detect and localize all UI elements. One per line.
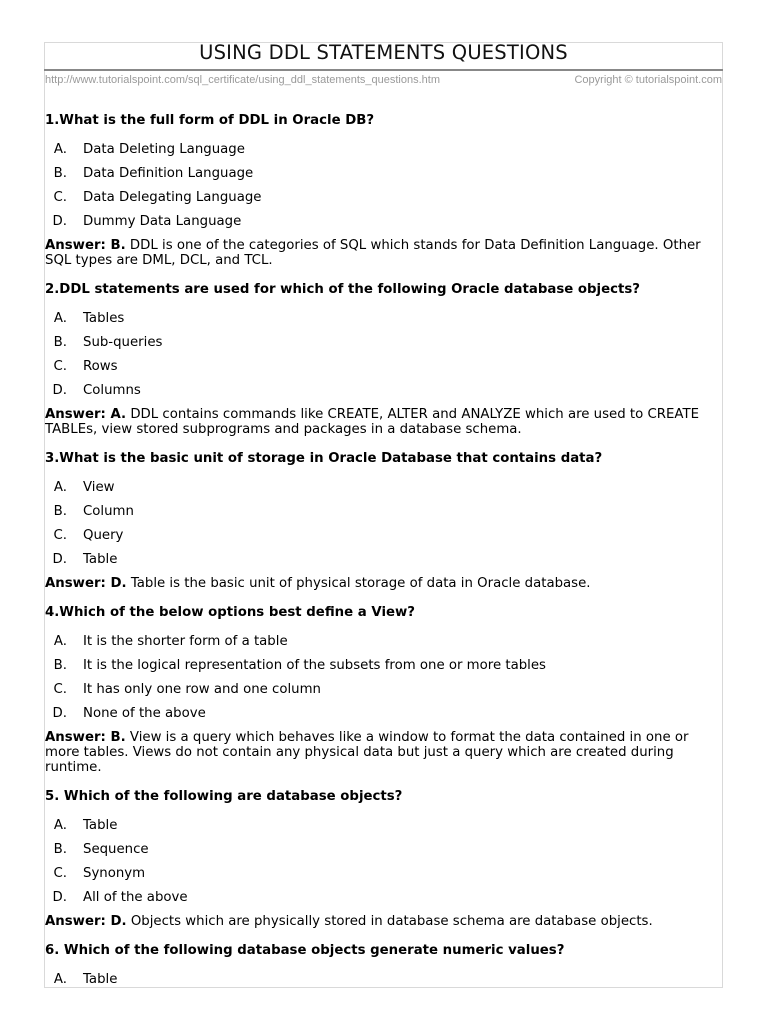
- option-item: [45, 971, 719, 988]
- option-text: Data Definition Language: [83, 166, 254, 181]
- option-text: Sub-queries: [83, 335, 163, 350]
- answer-text: Objects which are physically stored in database schema are database objects.: [130, 914, 653, 929]
- question-text: 6. Which of the following database objects generate numeric values?: [45, 943, 565, 958]
- option-item: [45, 189, 719, 206]
- answer-label: Answer: B.: [45, 730, 126, 745]
- option-text: Synonym: [83, 866, 146, 881]
- option-letter: C.: [53, 528, 67, 543]
- option-text: Dummy Data Language: [83, 214, 242, 229]
- answer-text: DDL contains commands like CREATE, ALTER and ANALYZE which are used to CREATE TABLEs, view stored subprograms and packages in a database schema.: [45, 407, 699, 437]
- option-letter: C.: [53, 190, 67, 205]
- option-letter: B.: [53, 166, 67, 181]
- options-list: [45, 479, 719, 568]
- answer-explanation: [45, 730, 719, 775]
- option-item: [45, 165, 719, 182]
- option-text: Sequence: [83, 842, 149, 857]
- option-letter: A.: [53, 480, 67, 495]
- option-text: None of the above: [83, 706, 206, 721]
- option-letter: A.: [53, 972, 67, 987]
- option-item: [45, 527, 719, 544]
- option-item: [45, 817, 719, 834]
- option-item: [45, 705, 719, 722]
- option-letter: B.: [53, 842, 67, 857]
- option-text: Tables: [83, 311, 125, 326]
- option-letter: A.: [53, 818, 67, 833]
- options-list: [45, 971, 719, 988]
- question-text: 4.Which of the below options best define a View?: [45, 605, 416, 620]
- option-letter: A.: [53, 634, 67, 649]
- question-text: 2.DDL statements are used for which of the following Oracle database objects?: [45, 282, 640, 297]
- option-letter: D.: [52, 706, 67, 721]
- answer-text: Table is the basic unit of physical storage of data in Oracle database.: [130, 576, 591, 591]
- option-letter: D.: [52, 890, 67, 905]
- copyright-notice: Copyright © tutorialspoint.com: [574, 74, 722, 86]
- option-item: [45, 865, 719, 882]
- option-item: [45, 633, 719, 650]
- option-text: It is the logical representation of the subsets from one or more tables: [83, 658, 546, 673]
- option-item: [45, 841, 719, 858]
- option-text: Columns: [83, 383, 141, 398]
- questions-list: [45, 112, 719, 996]
- answer-text: DDL is one of the categories of SQL which stands for Data Definition Language. Other SQL types are DML, DCL, and TCL.: [45, 238, 701, 268]
- source-url[interactable]: http://www.tutorialspoint.com/sql_certificate/using_ddl_statements_questions.htm: [45, 74, 440, 86]
- title-divider: [44, 69, 723, 71]
- option-text: All of the above: [83, 890, 188, 905]
- option-text: Data Deleting Language: [83, 142, 245, 157]
- option-letter: D.: [52, 383, 67, 398]
- option-item: [45, 310, 719, 327]
- option-text: Query: [83, 528, 124, 543]
- option-item: [45, 382, 719, 399]
- option-letter: A.: [53, 311, 67, 326]
- option-letter: B.: [53, 335, 67, 350]
- question-text: 3.What is the basic unit of storage in Oracle Database that contains data?: [45, 451, 603, 466]
- option-letter: A.: [53, 142, 67, 157]
- answer-explanation: [45, 407, 719, 437]
- options-list: [45, 141, 719, 230]
- answer-explanation: [45, 576, 719, 591]
- options-list: [45, 633, 719, 722]
- option-item: [45, 358, 719, 375]
- option-item: [45, 479, 719, 496]
- option-letter: C.: [53, 682, 67, 697]
- option-item: [45, 213, 719, 230]
- option-item: [45, 334, 719, 351]
- answer-explanation: [45, 238, 719, 268]
- option-text: Column: [83, 504, 134, 519]
- option-letter: C.: [53, 359, 67, 374]
- answer-label: Answer: D.: [45, 576, 127, 591]
- option-letter: D.: [52, 214, 67, 229]
- option-text: Table: [83, 818, 118, 833]
- page-title: USING DDL STATEMENTS QUESTIONS: [199, 41, 568, 64]
- option-text: Table: [83, 972, 118, 987]
- option-item: [45, 681, 719, 698]
- option-item: [45, 551, 719, 568]
- options-list: [45, 817, 719, 906]
- option-letter: B.: [53, 658, 67, 673]
- answer-label: Answer: A.: [45, 407, 127, 422]
- option-letter: C.: [53, 866, 67, 881]
- option-item: [45, 141, 719, 158]
- option-item: [45, 657, 719, 674]
- option-text: It has only one row and one column: [83, 682, 321, 697]
- answer-explanation: [45, 914, 719, 929]
- answer-label: Answer: D.: [45, 914, 127, 929]
- option-text: View: [83, 480, 115, 495]
- option-item: [45, 889, 719, 906]
- options-list: [45, 310, 719, 399]
- answer-text: View is a query which behaves like a window to format the data contained in one or more tables. Views do not contain any physical data but just a query which are created during runtime.: [45, 730, 689, 775]
- option-text: It is the shorter form of a table: [83, 634, 288, 649]
- question-text: 5. Which of the following are database objects?: [45, 789, 403, 804]
- question-text: 1.What is the full form of DDL in Oracle DB?: [45, 113, 375, 128]
- answer-label: Answer: B.: [45, 238, 126, 253]
- option-item: [45, 503, 719, 520]
- option-text: Data Delegating Language: [83, 190, 262, 205]
- option-text: Table: [83, 552, 118, 567]
- option-text: Rows: [83, 359, 118, 374]
- option-letter: D.: [52, 552, 67, 567]
- option-letter: B.: [53, 504, 67, 519]
